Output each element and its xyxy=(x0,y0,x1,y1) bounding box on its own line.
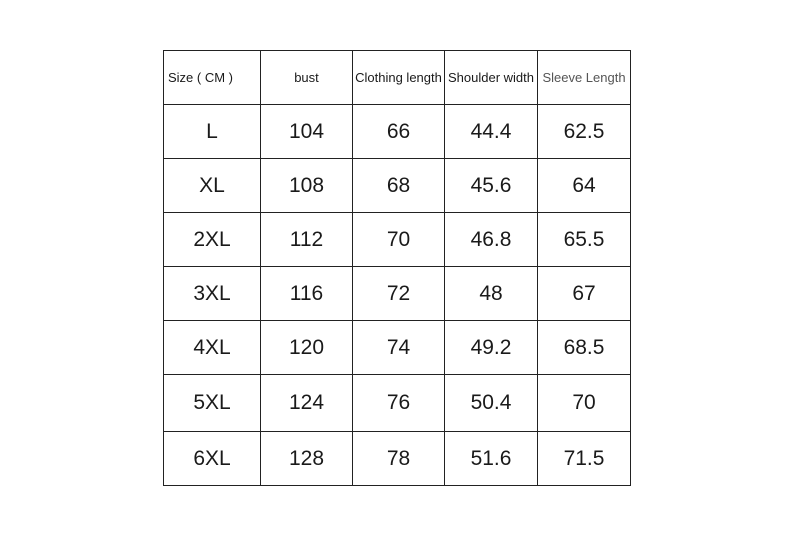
cell-clothing-length: 72 xyxy=(353,267,445,321)
cell-bust: 120 xyxy=(261,321,353,375)
cell-size: L xyxy=(164,105,261,159)
table-header-row xyxy=(164,51,631,105)
cell-clothing-length: 76 xyxy=(353,375,445,432)
cell-clothing-length: 78 xyxy=(353,432,445,486)
cell-clothing-length: 74 xyxy=(353,321,445,375)
cell-bust: 116 xyxy=(261,267,353,321)
cell-bust: 124 xyxy=(261,375,353,432)
cell-clothing-length: 70 xyxy=(353,213,445,267)
cell-shoulder-width: 46.8 xyxy=(445,213,538,267)
table-row xyxy=(164,105,631,159)
cell-shoulder-width: 45.6 xyxy=(445,159,538,213)
cell-bust: 112 xyxy=(261,213,353,267)
cell-size: 2XL xyxy=(164,213,261,267)
cell-sleeve-length: 64 xyxy=(538,159,631,213)
header-size: Size ( CM ) xyxy=(164,51,261,105)
cell-sleeve-length: 67 xyxy=(538,267,631,321)
cell-bust: 128 xyxy=(261,432,353,486)
cell-clothing-length: 66 xyxy=(353,105,445,159)
cell-shoulder-width: 49.2 xyxy=(445,321,538,375)
cell-shoulder-width: 44.4 xyxy=(445,105,538,159)
cell-shoulder-width: 50.4 xyxy=(445,375,538,432)
size-chart-table xyxy=(163,50,631,486)
cell-bust: 108 xyxy=(261,159,353,213)
table-row xyxy=(164,267,631,321)
cell-size: 6XL xyxy=(164,432,261,486)
cell-sleeve-length: 71.5 xyxy=(538,432,631,486)
cell-size: 5XL xyxy=(164,375,261,432)
header-bust: bust xyxy=(261,51,353,105)
cell-shoulder-width: 51.6 xyxy=(445,432,538,486)
table-row xyxy=(164,375,631,432)
header-sleeve-length: Sleeve Length xyxy=(538,51,631,105)
header-shoulder-width: Shoulder width xyxy=(445,51,538,105)
cell-sleeve-length: 62.5 xyxy=(538,105,631,159)
cell-shoulder-width: 48 xyxy=(445,267,538,321)
cell-size: 4XL xyxy=(164,321,261,375)
table-row xyxy=(164,432,631,486)
cell-sleeve-length: 70 xyxy=(538,375,631,432)
table-row xyxy=(164,321,631,375)
cell-sleeve-length: 68.5 xyxy=(538,321,631,375)
cell-size: XL xyxy=(164,159,261,213)
cell-sleeve-length: 65.5 xyxy=(538,213,631,267)
cell-clothing-length: 68 xyxy=(353,159,445,213)
cell-bust: 104 xyxy=(261,105,353,159)
table-row xyxy=(164,213,631,267)
table-row xyxy=(164,159,631,213)
header-clothing-length: Clothing length xyxy=(353,51,445,105)
cell-size: 3XL xyxy=(164,267,261,321)
